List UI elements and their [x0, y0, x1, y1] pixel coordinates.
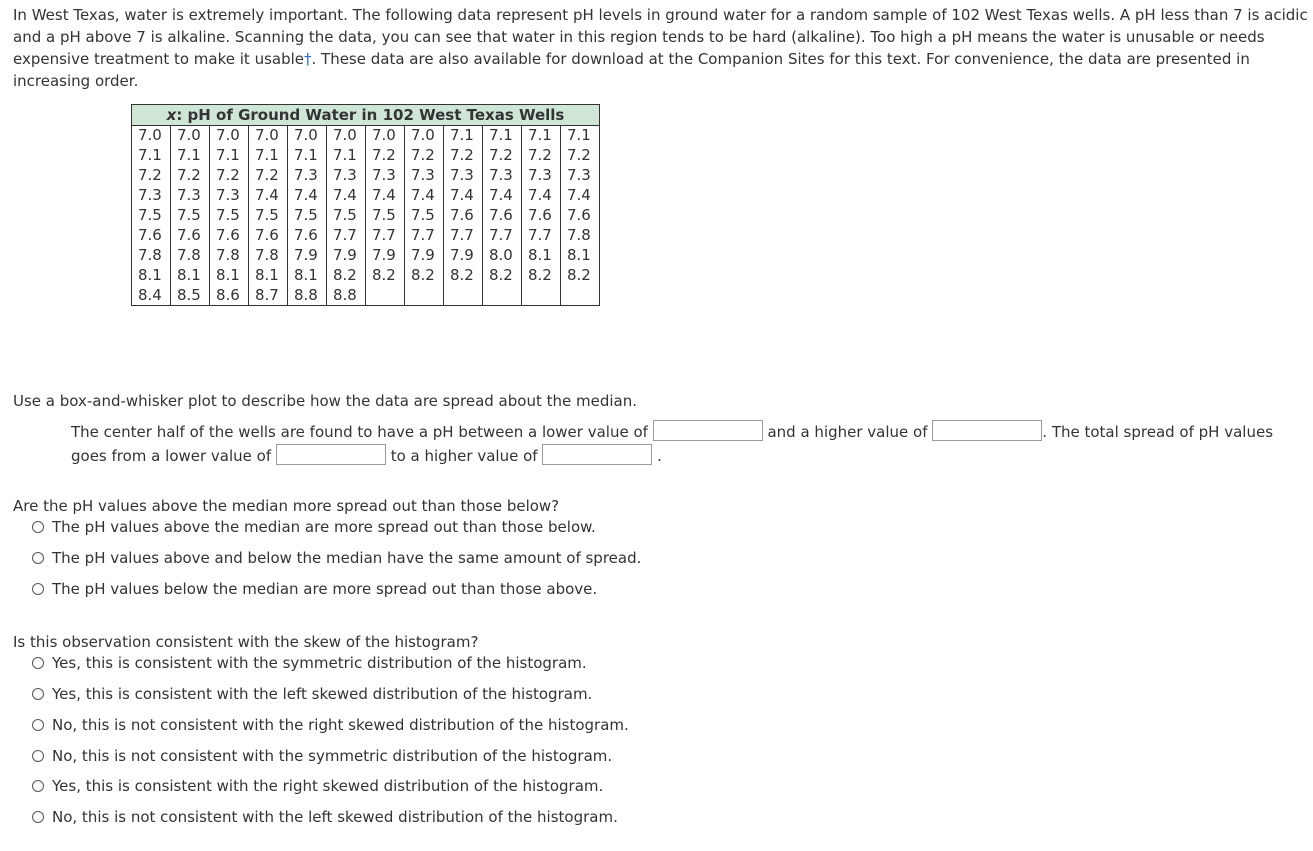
option-label: The pH values above and below the median have the same amount of spread. [52, 549, 642, 567]
table-cell: 7.1 [327, 146, 366, 166]
table-cell: 8.1 [171, 266, 210, 286]
option-label: Yes, this is consistent with the left skewed distribution of the histogram. [52, 685, 593, 703]
table-body [132, 126, 600, 306]
table-cell: 7.1 [288, 146, 327, 166]
table-row [132, 226, 600, 246]
table-row [132, 246, 600, 266]
table-cell: 7.8 [210, 246, 249, 266]
table-cell: 7.7 [405, 226, 444, 246]
q2-option-3[interactable] [32, 579, 597, 599]
radio-button[interactable] [32, 719, 44, 731]
table-cell: 7.5 [366, 206, 405, 226]
table-cell: 7.1 [444, 126, 483, 146]
table-cell: 7.6 [483, 206, 522, 226]
table-cell: 7.3 [210, 186, 249, 206]
table-cell: 7.6 [561, 206, 600, 226]
table-title-text: : pH of Ground Water in 102 West Texas Wells [176, 105, 565, 124]
table-cell [444, 286, 483, 306]
radio-button[interactable] [32, 811, 44, 823]
table-cell: 7.6 [171, 226, 210, 246]
table-row [132, 286, 600, 306]
table-cell: 7.4 [444, 186, 483, 206]
table-cell: 7.2 [444, 146, 483, 166]
intro-text: In West Texas, water is extremely important. The following data represent pH levels in ground water for a random sample of 102 West Texas wells. A pH less than 7 is acidic and a pH above 7 is alkaline. Scanning the data, you can see that water in this region tends to be hard (alkaline). Too high a pH means the water is unusable or needs expensive treatment to make it usable [13, 6, 1308, 68]
table-cell: 7.4 [249, 186, 288, 206]
table-cell: 7.1 [171, 146, 210, 166]
table-cell: 7.5 [327, 206, 366, 226]
table-row [132, 146, 600, 166]
question-2-prompt: Are the pH values above the median more spread out than those below? [13, 497, 560, 515]
table-row [132, 186, 600, 206]
problem-intro [13, 4, 1309, 92]
question-1-prompt: Use a box-and-whisker plot to describe how the data are spread about the median. [13, 392, 637, 410]
table-row [132, 266, 600, 286]
table-cell: 8.1 [522, 246, 561, 266]
table-cell: 7.2 [366, 146, 405, 166]
option-label: The pH values above the median are more spread out than those below. [52, 518, 596, 536]
radio-button[interactable] [32, 552, 44, 564]
table-cell: 7.2 [561, 146, 600, 166]
table-cell: 7.0 [366, 126, 405, 146]
table-cell: 7.3 [405, 166, 444, 186]
table-cell: 7.5 [132, 206, 171, 226]
footnote-dagger-link[interactable]: † [304, 50, 312, 68]
maximum-value-input[interactable] [542, 444, 652, 465]
table-cell: 7.2 [405, 146, 444, 166]
table-cell: 8.8 [288, 286, 327, 306]
table-cell: 7.3 [327, 166, 366, 186]
table-cell: 7.0 [171, 126, 210, 146]
table-cell: 8.1 [288, 266, 327, 286]
radio-button[interactable] [32, 780, 44, 792]
table-cell: 7.6 [444, 206, 483, 226]
table-cell [522, 286, 561, 306]
fill-in-text-4: to a higher value of [390, 447, 538, 465]
table-cell: 7.8 [132, 246, 171, 266]
table-cell: 7.9 [288, 246, 327, 266]
table-cell: 8.7 [249, 286, 288, 306]
table-row [132, 206, 600, 226]
radio-button[interactable] [32, 521, 44, 533]
table-cell: 8.5 [171, 286, 210, 306]
table-cell: 7.6 [522, 206, 561, 226]
table-cell: 8.1 [249, 266, 288, 286]
table-cell: 7.4 [288, 186, 327, 206]
table-cell: 7.4 [483, 186, 522, 206]
q3-option-2[interactable] [32, 684, 592, 704]
table-cell: 7.6 [288, 226, 327, 246]
table-cell: 8.2 [522, 266, 561, 286]
table-cell: 8.2 [483, 266, 522, 286]
table-title [132, 105, 600, 126]
table-cell: 7.1 [561, 126, 600, 146]
radio-button[interactable] [32, 750, 44, 762]
q1-lower-quartile-input[interactable] [653, 420, 763, 441]
table-cell: 7.0 [405, 126, 444, 146]
table-cell: 8.4 [132, 286, 171, 306]
table-cell: 7.4 [561, 186, 600, 206]
table-cell: 7.3 [444, 166, 483, 186]
table-cell: 7.3 [483, 166, 522, 186]
table-cell: 7.5 [171, 206, 210, 226]
table-cell: 7.8 [561, 226, 600, 246]
table-cell: 7.7 [444, 226, 483, 246]
table-cell: 7.9 [366, 246, 405, 266]
minimum-value-input[interactable] [276, 444, 386, 465]
table-cell: 8.0 [483, 246, 522, 266]
table-cell: 7.2 [210, 166, 249, 186]
option-label: The pH values below the median are more spread out than those above. [52, 580, 598, 598]
intro-text-end: . These data are also available for download at the Companion Sites for this text. For convenience, the data are presented in increasing order. [13, 50, 1250, 90]
table-cell: 7.0 [327, 126, 366, 146]
table-cell: 7.3 [366, 166, 405, 186]
table-cell: 7.9 [405, 246, 444, 266]
table-cell: 8.2 [405, 266, 444, 286]
table-cell: 7.2 [171, 166, 210, 186]
table-cell: 7.0 [210, 126, 249, 146]
table-cell: 8.1 [132, 266, 171, 286]
table-cell: 7.6 [132, 226, 171, 246]
option-label: No, this is not consistent with the left skewed distribution of the histogram. [52, 808, 618, 826]
table-cell [405, 286, 444, 306]
table-cell: 7.1 [522, 126, 561, 146]
table-cell: 7.7 [522, 226, 561, 246]
q3-option-5[interactable] [32, 776, 603, 796]
table-cell: 7.2 [522, 146, 561, 166]
table-cell: 7.1 [132, 146, 171, 166]
q2-option-1[interactable] [32, 517, 596, 537]
table-cell: 7.2 [249, 166, 288, 186]
table-row [132, 126, 600, 146]
table-cell: 7.3 [522, 166, 561, 186]
table-cell: 7.0 [132, 126, 171, 146]
q3-option-1[interactable] [32, 653, 587, 673]
table-cell: 7.9 [444, 246, 483, 266]
table-cell: 7.5 [405, 206, 444, 226]
option-label: No, this is not consistent with the right skewed distribution of the histogram. [52, 716, 629, 734]
table-cell: 7.5 [249, 206, 288, 226]
table-cell [561, 286, 600, 306]
table-cell: 7.7 [366, 226, 405, 246]
table-cell: 7.1 [249, 146, 288, 166]
table-cell: 7.3 [171, 186, 210, 206]
table-cell: 7.3 [132, 186, 171, 206]
radio-button[interactable] [32, 688, 44, 700]
table-cell: 7.2 [483, 146, 522, 166]
table-cell: 8.6 [210, 286, 249, 306]
q3-option-4[interactable] [32, 746, 612, 766]
table-cell: 7.1 [483, 126, 522, 146]
table-cell: 8.2 [444, 266, 483, 286]
fill-in-text-3: . The total spread of pH values goes from a lower value of [71, 423, 1274, 465]
table-cell: 7.4 [522, 186, 561, 206]
table-cell: 7.5 [210, 206, 249, 226]
table-cell: 7.4 [366, 186, 405, 206]
table-title-variable: x [166, 105, 177, 124]
table-cell: 7.0 [249, 126, 288, 146]
q2-option-2[interactable] [32, 548, 641, 568]
table-cell [483, 286, 522, 306]
table-cell: 7.6 [210, 226, 249, 246]
table-cell: 7.6 [249, 226, 288, 246]
table-cell: 7.1 [210, 146, 249, 166]
ph-data-table [131, 104, 600, 306]
table-cell: 7.4 [405, 186, 444, 206]
table-cell: 7.9 [327, 246, 366, 266]
table-cell [366, 286, 405, 306]
fill-in-text-2: and a higher value of [767, 423, 928, 441]
table-cell: 8.1 [210, 266, 249, 286]
table-cell: 8.2 [561, 266, 600, 286]
q3-upper-quartile-input[interactable] [932, 420, 1042, 441]
fill-in-text-5: . [657, 447, 662, 465]
table-cell: 8.2 [327, 266, 366, 286]
table-cell: 7.8 [249, 246, 288, 266]
table-cell: 8.1 [561, 246, 600, 266]
table-cell: 8.2 [366, 266, 405, 286]
option-label: Yes, this is consistent with the right skewed distribution of the histogram. [52, 777, 604, 795]
option-label: No, this is not consistent with the symmetric distribution of the histogram. [52, 747, 613, 765]
table-cell: 7.0 [288, 126, 327, 146]
radio-button[interactable] [32, 583, 44, 595]
table-cell: 7.7 [483, 226, 522, 246]
table-row [132, 166, 600, 186]
table-cell: 7.3 [288, 166, 327, 186]
q3-option-6[interactable] [32, 807, 618, 827]
fill-in-text-1: The center half of the wells are found to have a pH between a lower value of [71, 423, 648, 441]
table-cell: 8.8 [327, 286, 366, 306]
table-cell: 7.2 [132, 166, 171, 186]
question-1-fill-in [71, 420, 1311, 468]
table-cell: 7.5 [288, 206, 327, 226]
radio-button[interactable] [32, 657, 44, 669]
table-cell: 7.4 [327, 186, 366, 206]
table-cell: 7.7 [327, 226, 366, 246]
q3-option-3[interactable] [32, 715, 629, 735]
table-cell: 7.3 [561, 166, 600, 186]
option-label: Yes, this is consistent with the symmetric distribution of the histogram. [52, 654, 587, 672]
question-3-prompt: Is this observation consistent with the skew of the histogram? [13, 633, 479, 651]
table-cell: 7.8 [171, 246, 210, 266]
